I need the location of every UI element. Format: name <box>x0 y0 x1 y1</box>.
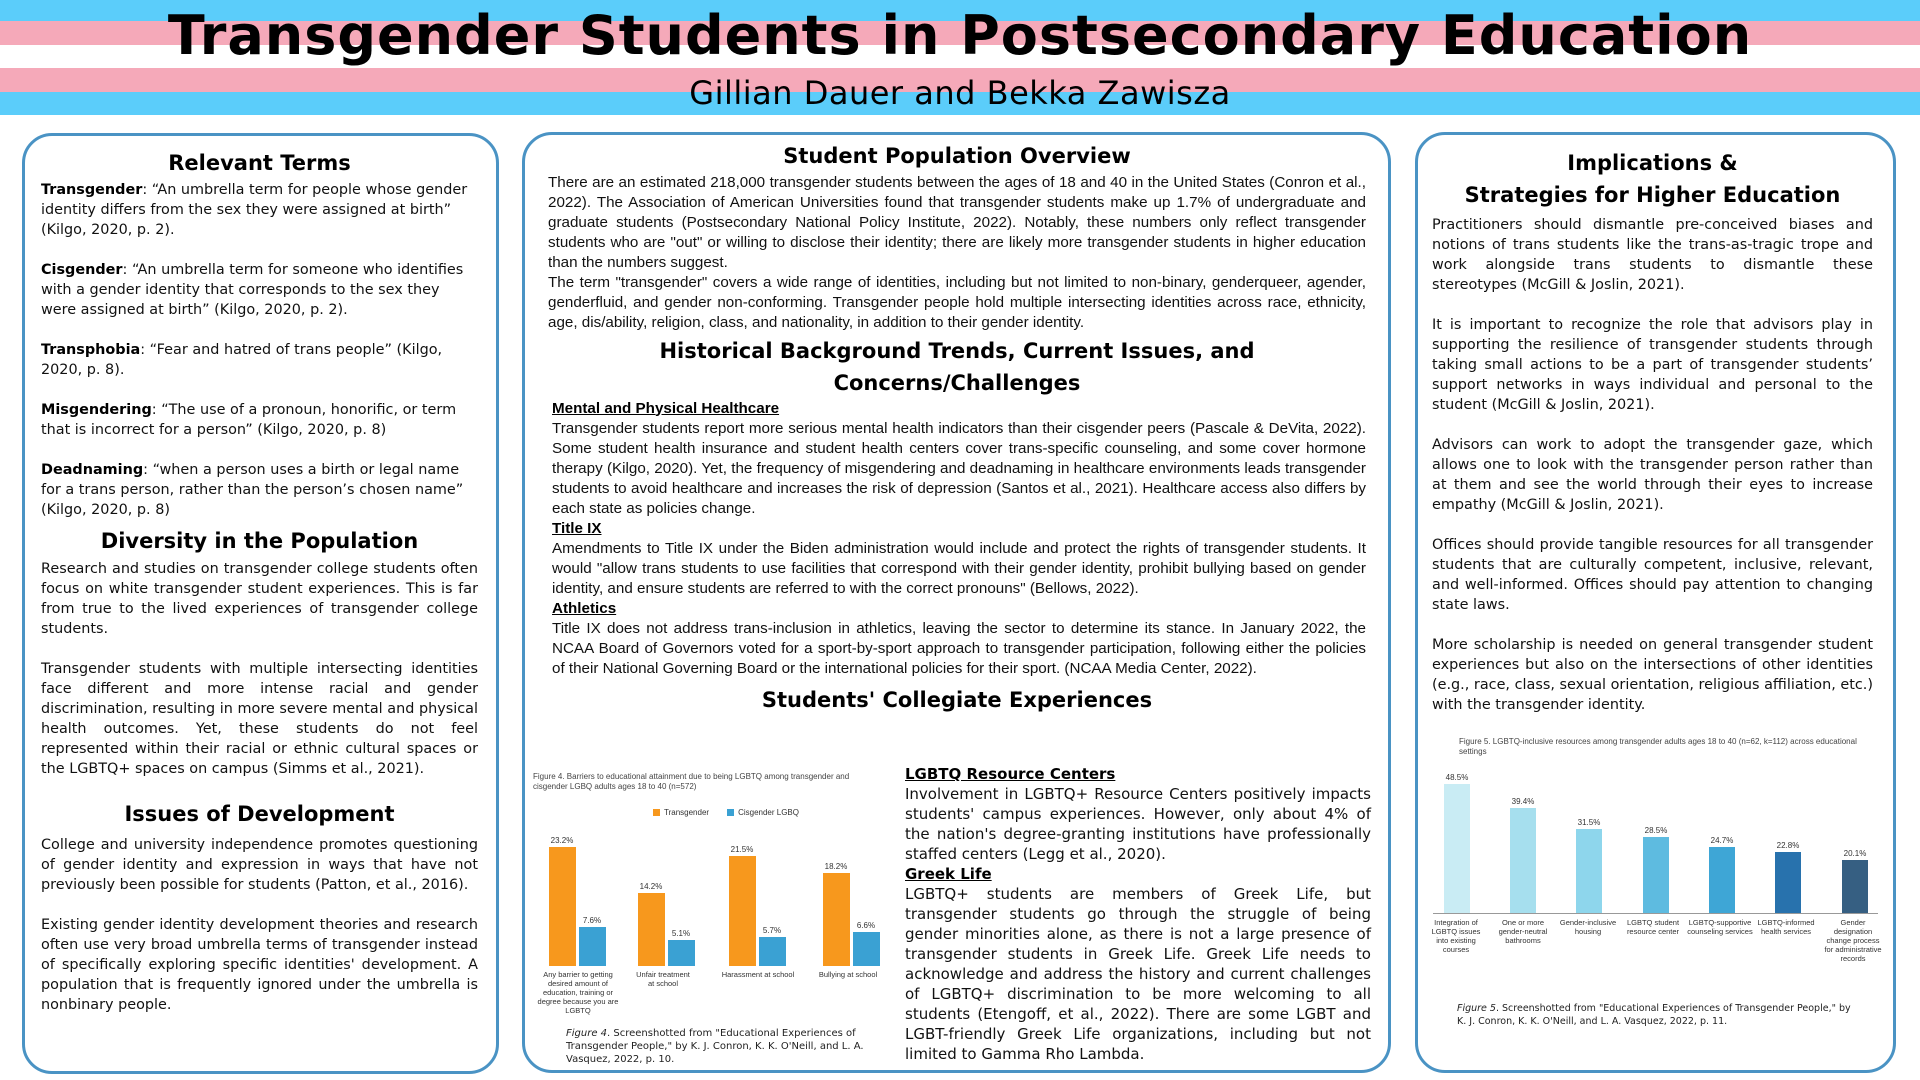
bar-value: 6.6% <box>856 921 876 930</box>
greek-life-text: LGBTQ+ students are members of Greek Life, but transgender students go through the struggle of being gender minorities alone, as there is not a large presence of transgender students in Greek Life. Greek Life needs to acknowledge and address the history and current challenges of LGBTQ+ discrimination to be more welcoming to all students (Etengoff, et al., 2022). There are some LGBT and LGBT-friendly Greek Life organizations, including but not limited to Gamma Rho Lambda. <box>905 885 1371 1063</box>
title-ix-text: Amendments to Title IX under the Biden administration would include and protect the rights of transgender students. It would "allow trans students to use facilities that correspond with their gender identity, prohibit bullying based on gender identity, and ensure students are referred to with the correct pronouns" (Bellows, 2022). <box>552 539 1366 597</box>
figure4-plot <box>533 830 883 966</box>
terms-list <box>41 180 478 520</box>
title-ix-subheading: Title IX <box>552 519 602 537</box>
overview-heading: Student Population Overview <box>783 144 1131 168</box>
category-label: LGBTQ-supportive counseling services <box>1687 918 1753 936</box>
bar-value: 28.5% <box>1644 826 1668 835</box>
implications-heading: Implications & Strategies for Higher Education <box>1464 151 1841 207</box>
bar <box>1709 847 1735 913</box>
bar-value: 22.8% <box>1776 841 1800 850</box>
collegiate-heading: Students' Collegiate Experiences <box>761 687 1153 712</box>
category-label: Unfair treatment at school <box>636 970 690 988</box>
implications-paragraph: Offices should provide tangible resources for all transgender students that are culturally competent, inclusive, relevant, and well-informed. Offices should pay attention to changing state laws. <box>1432 537 1873 613</box>
bar <box>1576 829 1602 913</box>
diversity-heading: Diversity in the Population <box>100 528 419 553</box>
healthcare-text: Transgender students report more serious mental health indicators than their cisgender peers (Pascale & DeVita, 2022). Some student health insurance and student health centers cover trans-specific counseling, and some cover hormone therapy (Kilgo, 2020). Yet, the frequency of misgendering and deadnaming in healthcare environments leads transgender students to avoid healthcare and increases the risk of depression (Santos et al., 2021). Healthcare access also differs by each state as policies change. <box>552 419 1366 517</box>
overview-paragraph: There are an estimated 218,000 transgender students between the ages of 18 and 40 in the United States (Conron et al., 2022). The Association of American Universities found that transgender students make up 1.7% of undergraduate and graduate students (Postsecondary National Policy Institute, 2022). Notably, these numbers only reflect transgender students who are "out" or willing to disclose their identity; there are likely more transgender students in higher education than the numbers suggest. <box>548 173 1366 271</box>
history-heading: Historical Background Trends, Current Issues, and Concerns/Challenges <box>659 338 1255 395</box>
category-label: Harassment at school <box>721 970 795 979</box>
bar-value: 5.7% <box>762 926 782 935</box>
category-label: Gender designation change process for administrative records <box>1824 918 1882 963</box>
overview-paragraph: The term "transgender" covers a wide range of identities, including but not limited to non-binary, genderqueer, agender, genderfluid, and gender non-conforming. Transgender people hold multiple intersecting identities across race, ethnicity, age, dis/ability, religion, class, and nationality, in addition to their gender identity. <box>548 273 1366 331</box>
development-heading: Issues of Development <box>124 802 395 826</box>
left-panel <box>22 133 499 1074</box>
figure4-chart <box>533 772 883 1022</box>
bar <box>1842 860 1868 913</box>
bar-value: 7.6% <box>582 916 602 925</box>
category-label: Integration of LGBTQ issues into existing courses <box>1431 918 1481 954</box>
figure5-plot <box>1433 773 1878 914</box>
bar-transgender <box>823 873 850 966</box>
resource-centers-subheading: LGBTQ Resource Centers <box>905 765 1116 783</box>
implications-paragraph: It is important to recognize the role that advisors play in supporting the resilience of transgender students through taking small actions to be a part of transgender students’ support networks in ways individual and personal to the student (McGill & Joslin, 2021). <box>1432 317 1873 413</box>
figure4-caption: Figure 4. Screenshotted from "Educational Experiences of Transgender People," by K. J. Conron, K. K. O'Neill, and L. A. Vasquez, 2022, p. 10. <box>566 1028 864 1065</box>
legend-cisgender: Cisgender LGBQ <box>727 808 799 817</box>
category-label: LGBTQ-informed health services <box>1757 918 1815 936</box>
bar <box>1775 852 1801 913</box>
diversity-paragraph: Transgender students with multiple intersecting identities face different and more intense racial and gender discrimination, resulting in more severe mental and physical health outcomes. Yet, these students do not feel represented within their racial or ethnic cultural spaces or the LGBTQ+ spaces on campus (Simms et al., 2021). <box>41 661 478 777</box>
collegiate-sections <box>905 764 1371 1064</box>
bar-value: 18.2% <box>824 862 848 871</box>
figure5-title: Figure 5. LGBTQ-inclusive resources among transgender adults ages 18 to 40 (n=62, k=112) across educational settings <box>1459 737 1857 756</box>
figure5-chart <box>1423 735 1883 975</box>
bar <box>1510 808 1536 913</box>
category-label: Gender-inclusive housing <box>1559 918 1617 936</box>
poster-title: Transgender Students in Postsecondary Education <box>167 4 1753 67</box>
bar-cisgender <box>579 927 606 966</box>
resource-centers-text: Involvement in LGBTQ+ Resource Centers positively impacts students' campus experiences. However, only about 4% of the nation's degree-granting institutions have professionally staffed centers (Legg et al., 2020). <box>905 785 1371 863</box>
bar-cisgender <box>759 937 786 966</box>
term-item: Deadnaming: “when a person uses a birth or legal name for a trans person, rather than the person’s chosen name” (Kilgo, 2020, p. 8) <box>41 461 464 518</box>
legend-transgender: Transgender <box>653 808 709 817</box>
figure5-caption: Figure 5. Screenshotted from "Educational Experiences of Transgender People," by K. J. Conron, K. K. O'Neill, and L. A. Vasquez, 2022, p. 11. <box>1457 1003 1851 1027</box>
bar-value: 21.5% <box>730 845 754 854</box>
athletics-text: Title IX does not address trans-inclusion in athletics, leaving the sector to determine its stance. In January 2022, the NCAA Board of Governors voted for a sport-by-sport approach to transgender participation, following either the policies of their National Governing Board or the international policies for their sport. (NCAA Media Center, 2022). <box>552 619 1366 677</box>
bar <box>1643 837 1669 913</box>
bar-transgender <box>549 847 576 966</box>
term-item: Cisgender: “An umbrella term for someone who identifies with a gender identity that corresponds to the sex they were assigned at birth” (Kilgo, 2020, p. 2). <box>41 261 464 318</box>
development-paragraph: Existing gender identity development theories and research often use very broad umbrella terms of transgender instead of specifically exploring specific identities' development. A population that is frequently ignored under the umbrella is nonbinary people. <box>41 916 478 1013</box>
category-label: Any barrier to getting desired amount of education, training or degree because you are LGBTQ <box>537 970 619 1015</box>
bar-value: 39.4% <box>1511 797 1535 806</box>
term-item: Misgendering: “The use of a pronoun, honorific, or term that is incorrect for a person” (Kilgo, 2020, p. 8) <box>41 401 457 438</box>
development-paragraph: College and university independence promotes questioning of gender identity and expression in ways that have not previously been possible for students (Patton, et al., 2016). <box>41 836 478 893</box>
bar-transgender <box>729 856 756 966</box>
healthcare-subheading: Mental and Physical Healthcare <box>552 399 780 417</box>
bar-value: 31.5% <box>1577 818 1601 827</box>
term-item: Transphobia: “Fear and hatred of trans people” (Kilgo, 2020, p. 8). <box>41 341 443 378</box>
greek-life-subheading: Greek Life <box>905 865 992 883</box>
category-label: LGBTQ student resource center <box>1626 918 1680 936</box>
bar-value: 5.1% <box>671 929 691 938</box>
diversity-paragraph: Research and studies on transgender college students often focus on white transgender student experiences. This is far from true to the lived experiences of transgender college students. <box>41 561 478 637</box>
bar-value: 20.1% <box>1843 849 1867 858</box>
athletics-subheading: Athletics <box>552 599 617 617</box>
bar-cisgender <box>853 932 880 966</box>
bar-value: 14.2% <box>639 882 663 891</box>
bar-value: 24.7% <box>1710 836 1734 845</box>
poster-authors: Gillian Dauer and Bekka Zawisza <box>689 74 1231 112</box>
bar-value: 48.5% <box>1445 773 1469 782</box>
category-label: One or more gender-neutral bathrooms <box>1498 918 1548 945</box>
figure4-title: Figure 4. Barriers to educational attainment due to being LGBTQ among transgender and cisgender LGBQ adults ages 18 to 40 (n=572) <box>533 772 850 791</box>
implications-paragraph: Practitioners should dismantle pre-conceived biases and notions of trans students like the trans-as-tragic trope and work alongside trans students to dismantle these stereotypes (McGill & Joslin, 2021). <box>1432 217 1873 293</box>
bar <box>1444 784 1470 913</box>
category-label: Bullying at school <box>818 970 878 979</box>
term-item: Transgender: “An umbrella term for people whose gender identity differs from the sex they were assigned at birth” (Kilgo, 2020, p. 2). <box>41 181 468 238</box>
bar-value: 23.2% <box>550 836 574 845</box>
history-sections <box>548 399 1366 679</box>
implications-paragraph: More scholarship is needed on general transgender student experiences but also on the intersections of other identities (e.g., race, class, sexual orientation, religious affiliation, etc.) with the transgender identity. <box>1432 637 1873 713</box>
bar-cisgender <box>668 940 695 966</box>
figure4-legend <box>653 808 799 817</box>
relevant-terms-heading: Relevant Terms <box>168 151 351 175</box>
implications-paragraph: Advisors can work to adopt the transgender gaze, which allows one to look with the transgender person rather than at them and see the world through their eyes to increase empathy (McGill & Joslin, 2021). <box>1432 437 1873 513</box>
